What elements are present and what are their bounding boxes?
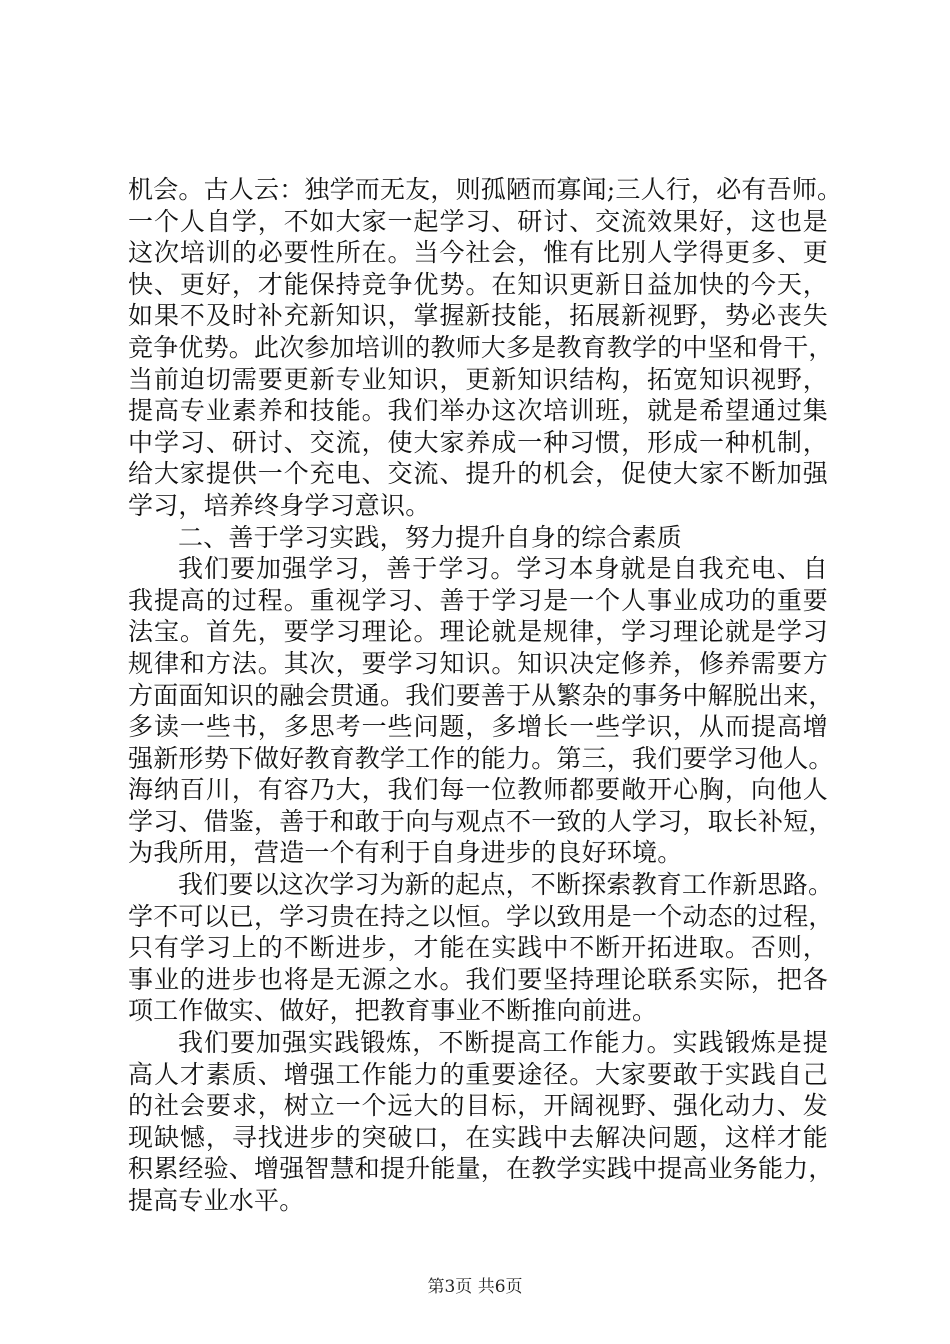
text-line: 学不可以已，学习贵在持之以恒。学以致用是一个动态的过程， (128, 901, 834, 931)
text-line: 的社会要求，树立一个远大的目标，开阔视野、强化动力、发 (128, 1091, 828, 1121)
paragraph-learning (128, 553, 834, 869)
text-line: 当前迫切需要更新专业知识，更新知识结构，拓宽知识视野， (128, 364, 828, 394)
text-line: 中学习、研讨、交流，使大家养成一种习惯，形成一种机制， (128, 427, 828, 457)
text-line: 这次培训的必要性所在。当今社会，惟有比别人学得更多、更 (128, 238, 828, 268)
text-line: 提高专业水平。 (128, 1186, 305, 1215)
text-line: 强新形势下做好教育教学工作的能力。第三，我们要学习他人。 (128, 743, 834, 773)
text-line: 我们要加强实践锻炼，不断提高工作能力。实践锻炼是提 (178, 1028, 828, 1058)
text-line: 竞争优势。此次参加培训的教师大多是教育教学的中坚和骨干， (128, 332, 834, 362)
document-body (128, 174, 843, 1217)
paragraph-continued (128, 174, 843, 522)
text-line: 规律和方法。其次，要学习知识。知识决定修养，修养需要方 (128, 648, 828, 678)
section-heading: 二、善于学习实践，努力提升自身的综合素质 (178, 522, 683, 552)
text-line: 我们要加强学习，善于学习。学习本身就是自我充电、自 (178, 554, 828, 584)
text-line: 多读一些书，多思考一些问题，多增长一些学识，从而提高增 (128, 712, 828, 742)
text-line: 积累经验、增强智慧和提升能量，在教学实践中提高业务能力， (128, 1154, 834, 1184)
text-line: 项工作做实、做好，把教育事业不断推向前进。 (128, 996, 658, 1026)
text-line: 海纳百川，有容乃大，我们每一位教师都要敞开心胸，向他人 (128, 775, 828, 805)
text-line: 快、更好，才能保持竞争优势。在知识更新日益加快的今天， (128, 269, 828, 299)
text-line: 法宝。首先，要学习理论。理论就是规律，学习理论就是学习 (128, 617, 828, 647)
text-line: 我们要以这次学习为新的起点，不断探索教育工作新思路。 (178, 870, 834, 900)
text-line: 学习，培养终身学习意识。 (128, 490, 431, 520)
text-line: 为我所用，营造一个有利于自身进步的良好环境。 (128, 838, 683, 868)
text-line: 给大家提供一个充电、交流、提升的机会，促使大家不断加强 (128, 459, 828, 489)
paragraph-practice (128, 1027, 834, 1217)
text-line: 机会。古人云：独学而无友，则孤陋而寡闻;三人行，必有吾师。 (128, 175, 843, 204)
text-line: 高人才素质、增强工作能力的重要途径。大家要敢于实践自己 (128, 1059, 828, 1089)
text-line: 现缺憾，寻找进步的突破口，在实践中去解决问题，这样才能 (128, 1122, 828, 1152)
text-line: 学习、借鉴，善于和敢于向与观点不一致的人学习，取长补短， (128, 806, 834, 836)
text-line: 一个人自学，不如大家一起学习、研讨、交流效果好，这也是 (128, 206, 828, 236)
paragraph-new-start (128, 869, 834, 1027)
text-line: 如果不及时补充新知识，掌握新技能，拓展新视野，势必丧失 (128, 301, 828, 331)
text-line: 我提高的过程。重视学习、善于学习是一个人事业成功的重要 (128, 585, 828, 615)
text-line: 事业的进步也将是无源之水。我们要坚持理论联系实际，把各 (128, 964, 828, 994)
text-line: 提高专业素养和技能。我们举办这次培训班，就是希望通过集 (128, 396, 828, 426)
page-number: 第3页 共6页 (427, 1277, 523, 1297)
text-line: 方面面知识的融会贯通。我们要善于从繁杂的事务中解脱出来， (128, 680, 834, 710)
text-line: 只有学习上的不断进步，才能在实践中不断开拓进取。否则， (128, 933, 828, 963)
